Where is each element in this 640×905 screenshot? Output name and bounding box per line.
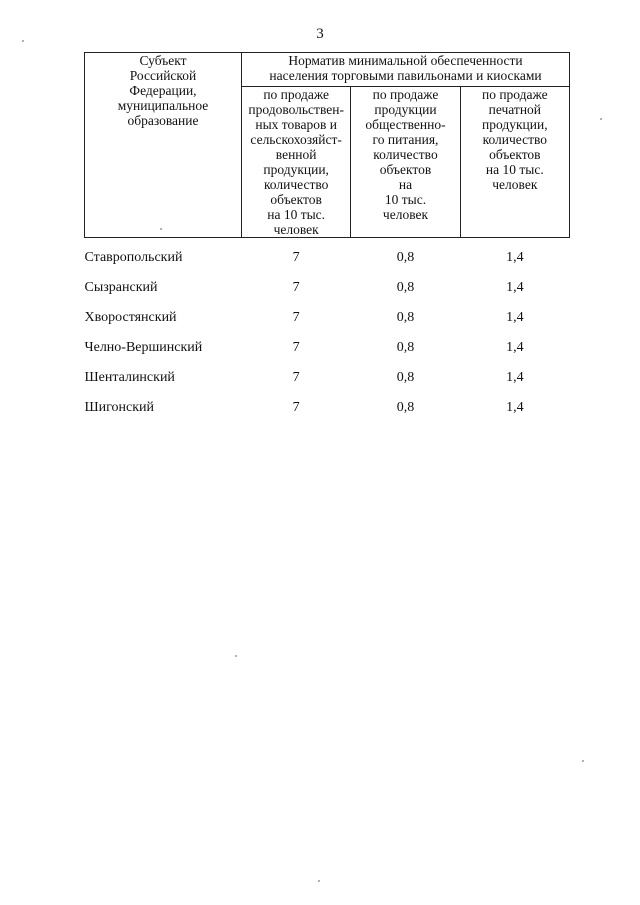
subject-header-line: образование [127,113,199,128]
scan-speck [582,760,584,762]
column-header-line: общественно- [365,117,446,132]
page-number: 3 [316,26,324,42]
table-row [85,298,570,328]
subject-header-line: Федерации, [129,83,197,98]
municipality-name: Шенталинский [84,370,175,385]
normative-value: 0,8 [396,340,415,355]
column-header-line: количество [482,132,548,147]
column-header-line: количество [373,147,438,162]
table-row [85,328,570,358]
normative-value: 7 [292,280,300,295]
normative-value: 7 [292,250,300,265]
normative-value: 7 [292,310,300,325]
column-header-line: печатной [488,102,542,117]
scan-speck [600,118,602,120]
scan-speck [235,655,237,657]
normative-value: 1,4 [506,280,524,295]
column-header-line: 10 тыс. [384,192,427,207]
column-header-line: количество [263,177,329,192]
subject-header-line: Субъект [139,53,187,68]
column-header-line: сельскохозяйст- [250,132,342,147]
normative-value: 1,4 [506,310,524,325]
column-header-line: го питания, [372,132,439,147]
table-row [85,388,570,418]
column-header-line: продукции [374,102,437,117]
municipality-name: Ставропольский [84,250,183,265]
column-header-line: продовольствен- [248,102,344,117]
normative-value: 0,8 [396,250,415,265]
subject-header-line: Российской [129,68,197,83]
normative-group-header [242,53,570,87]
normative-value: 7 [292,370,300,385]
column-header-line: венной [275,147,317,162]
normative-value: 7 [292,400,300,415]
subject-header-line: муниципальное [117,98,209,113]
column-header-line: на 10 тыс. [267,207,326,222]
normative-value: 7 [292,340,300,355]
group-header-line: населения торговыми павильонами и киосками [269,68,542,83]
column-header-line: продукции, [482,117,548,132]
column-header-line: по продаже [481,87,548,102]
normative-table [84,52,570,418]
table-row [85,268,570,298]
column-header-line: человек [273,222,319,237]
scan-speck [160,228,162,230]
column-header-food-products [242,87,351,238]
municipality-name: Челно-Вершинский [84,340,203,355]
column-header-line: на [398,177,413,192]
normative-value: 0,8 [396,280,415,295]
normative-value: 0,8 [396,370,415,385]
column-header-line: продукции, [263,162,329,177]
column-header-line: по продаже [263,87,329,102]
column-header-line: объектов [489,147,541,162]
table-row [85,238,570,269]
table-row [85,358,570,388]
normative-value: 1,4 [506,370,524,385]
normative-value: 1,4 [506,250,524,265]
normative-value: 0,8 [396,400,415,415]
municipality-name: Хворостянский [84,310,177,325]
column-header-line: человек [382,207,429,222]
column-header-catering [351,87,460,238]
normative-value: 1,4 [506,400,524,415]
group-header-line: Норматив минимальной обеспеченности [288,53,523,68]
column-header-printed-products [460,87,569,238]
column-header-line: на 10 тыс. [485,162,544,177]
scan-speck [318,880,320,882]
column-header-line: по продаже [372,87,439,102]
subject-header [85,53,242,238]
municipality-name: Шигонский [84,400,155,415]
scan-speck [22,40,24,42]
municipality-name: Сызранский [84,280,158,295]
normative-value: 1,4 [506,340,524,355]
column-header-line: объектов [379,162,432,177]
normative-value: 0,8 [396,310,415,325]
column-header-line: ных товаров и [255,117,337,132]
column-header-line: объектов [270,192,322,207]
column-header-line: человек [492,177,538,192]
